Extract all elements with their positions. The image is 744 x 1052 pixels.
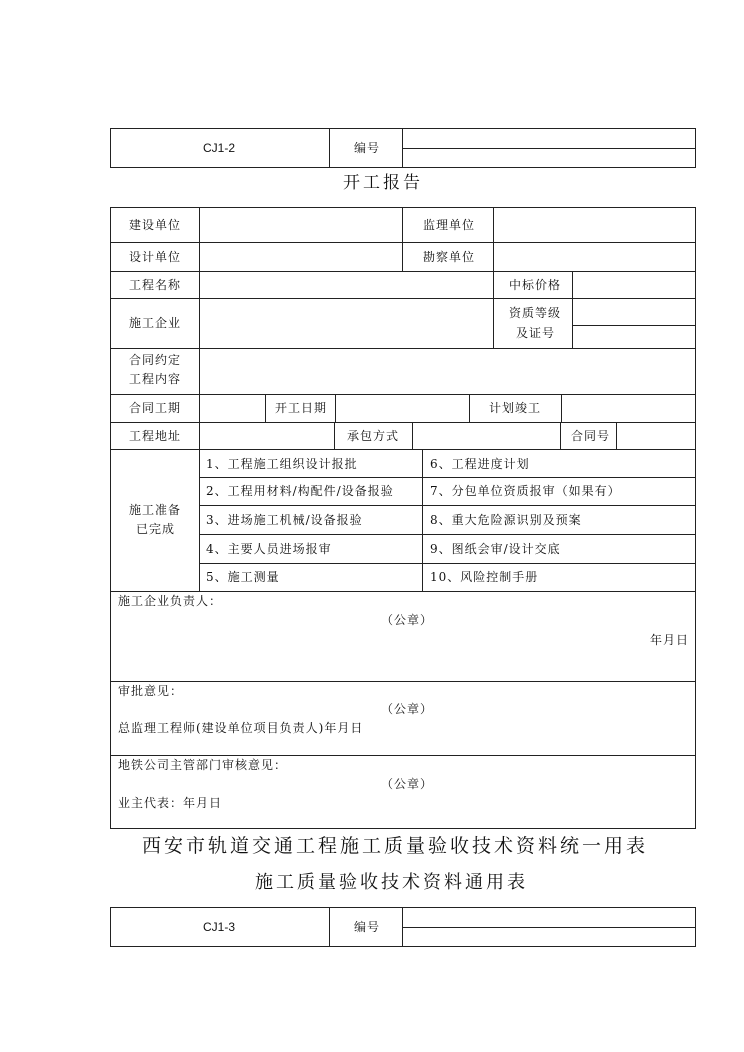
row-line — [572, 325, 696, 326]
col-line — [616, 422, 617, 449]
col-line — [560, 422, 561, 449]
col-line — [334, 422, 335, 449]
label-survey-unit: 勘察单位 — [423, 250, 476, 264]
col-line — [493, 271, 494, 348]
label-start-date: 开工日期 — [275, 401, 328, 415]
header-1-divider — [329, 128, 330, 168]
row-line — [110, 422, 696, 423]
col-line — [335, 394, 336, 422]
prep-item: 7、分包单位资质报审（如果有） — [430, 484, 621, 498]
main-table — [110, 207, 696, 829]
row-line — [110, 271, 696, 272]
prep-item: 2、工程用材料/构配件/设备报验 — [206, 484, 394, 498]
date-1: 年月日 — [650, 633, 690, 647]
label-bid-price: 中标价格 — [509, 278, 562, 292]
chief-supervisor-label: 总监理工程师(建设单位项目负责人)年月日 — [118, 721, 364, 735]
prep-item: 6、工程进度计划 — [430, 457, 530, 471]
form-code-2: CJ1-3 — [203, 920, 236, 934]
label-project-name: 工程名称 — [129, 278, 182, 292]
col-line — [412, 422, 413, 449]
footer-title-2: 施工质量验收技术资料通用表 — [255, 872, 528, 893]
label-design-unit: 设计单位 — [129, 250, 182, 264]
label-qualification-1: 资质等级 — [509, 306, 562, 320]
prep-item: 5、施工测量 — [206, 570, 280, 584]
label-construction-unit: 建设单位 — [129, 218, 182, 232]
seal-2: （公章） — [381, 702, 434, 716]
prep-item: 4、主要人员进场报审 — [206, 542, 332, 556]
row-line — [199, 477, 696, 478]
metro-opinion-label: 地铁公司主管部门审核意见： — [118, 758, 288, 772]
row-line — [110, 449, 696, 450]
col-line — [469, 394, 470, 422]
label-qualification-2: 及证号 — [516, 326, 556, 340]
number-label-1: 编号 — [354, 141, 381, 155]
label-contract-no: 合同号 — [571, 429, 611, 443]
col-line — [561, 394, 562, 422]
label-supervision-unit: 监理单位 — [423, 218, 476, 232]
header-1-number-split — [402, 148, 696, 149]
row-line — [110, 755, 696, 756]
prep-item: 10、风险控制手册 — [430, 570, 539, 584]
col-line — [402, 207, 403, 271]
enterprise-head-label: 施工企业负责人： — [118, 594, 223, 608]
prep-item: 1、工程施工组织设计报批 — [206, 457, 358, 471]
col-line — [199, 207, 200, 591]
label-contractor: 施工企业 — [129, 316, 182, 330]
label-prep-2: 已完成 — [136, 522, 176, 536]
row-line — [110, 348, 696, 349]
prep-item: 9、图纸会审/设计交底 — [430, 542, 561, 556]
label-contract-content-1: 合同约定 — [129, 353, 182, 367]
header-2-divider — [329, 907, 330, 947]
prep-item: 8、重大危险源识别及预案 — [430, 513, 582, 527]
col-line — [422, 449, 423, 591]
col-line — [572, 271, 573, 348]
row-line — [199, 563, 696, 564]
label-planned-completion: 计划竣工 — [489, 401, 542, 415]
seal-3: （公章） — [381, 777, 434, 791]
row-line — [199, 505, 696, 506]
col-line — [265, 394, 266, 422]
label-contract-period: 合同工期 — [129, 401, 182, 415]
row-line — [110, 394, 696, 395]
form-code-1: CJ1-2 — [203, 141, 236, 155]
row-line — [110, 242, 696, 243]
label-contract-method: 承包方式 — [347, 429, 400, 443]
seal-1: （公章） — [381, 613, 434, 627]
label-prep-1: 施工准备 — [129, 503, 182, 517]
label-project-address: 工程地址 — [129, 429, 182, 443]
number-label-2: 编号 — [354, 920, 381, 934]
prep-item: 3、进场施工机械/设备报验 — [206, 513, 363, 527]
row-line — [199, 534, 696, 535]
row-line — [110, 298, 696, 299]
row-line — [110, 591, 696, 592]
row-line — [110, 681, 696, 682]
label-contract-content-2: 工程内容 — [129, 372, 182, 386]
col-line — [493, 207, 494, 271]
header-2-number-split — [402, 927, 696, 928]
footer-title-1: 西安市轨道交通工程施工质量验收技术资料统一用表 — [142, 835, 649, 857]
review-opinion-label: 审批意见： — [118, 684, 184, 698]
owner-rep-label: 业主代表：年月日 — [118, 796, 223, 810]
report-title: 开工报告 — [343, 173, 423, 193]
